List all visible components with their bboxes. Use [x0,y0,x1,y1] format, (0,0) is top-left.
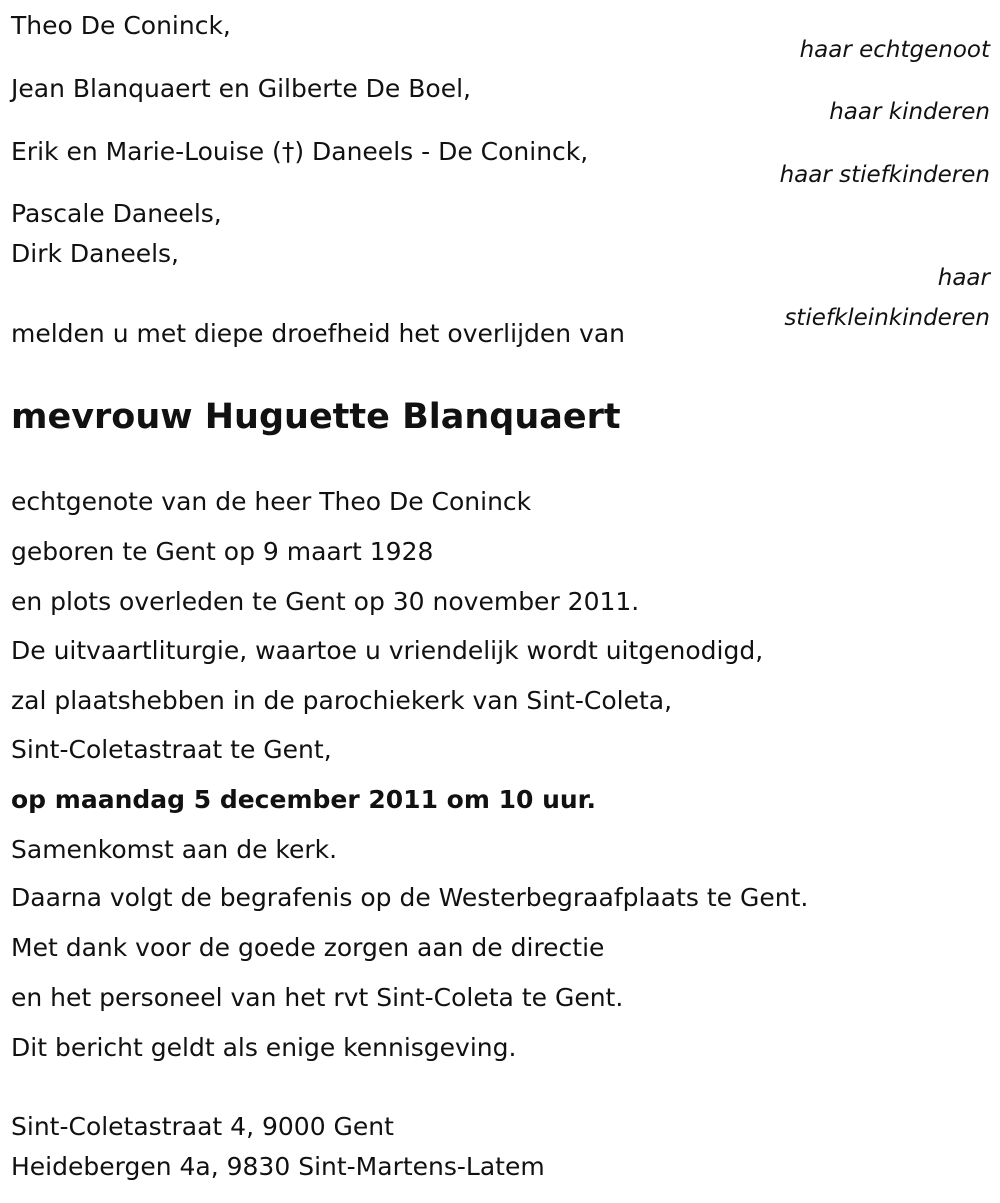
address-line: Sint-Coletastraat 4, 9000 Gent [11,1112,394,1141]
funeral-date-line: op maandag 5 december 2011 om 10 uur. [11,785,596,814]
detail-line: Samenkomst aan de kerk. [11,835,338,864]
children-names: Jean Blanquaert en Gilberte De Boel, [11,74,471,103]
detail-line: geboren te Gent op 9 maart 1928 [11,537,434,566]
detail-line: en het personeel van het rvt Sint-Coleta te Gent. [11,983,624,1012]
detail-line: Met dank voor de goede zorgen aan de directie [11,933,605,962]
stepchildren-names: Erik en Marie-Louise (†) Daneels - De Coninck, [11,137,589,166]
detail-line: echtgenote van de heer Theo De Coninck [11,487,532,516]
announcement-text: melden u met diepe droefheid het overlijden van [11,319,626,348]
detail-line: Dit bericht geldt als enige kennisgeving. [11,1033,517,1062]
stepgrandchild-1: Pascale Daneels, [11,199,222,228]
stepgrandchildren-role-line-1: haar [937,265,990,291]
detail-line: Sint-Coletastraat te Gent, [11,735,332,764]
children-role: haar kinderen [829,99,990,125]
spouse-role: haar echtgenoot [799,37,990,63]
detail-line: Daarna volgt de begrafenis op de Westerbegraafplaats te Gent. [11,883,809,912]
spouse-name: Theo De Coninck, [11,11,231,40]
deceased-name: mevrouw Huguette Blanquaert [11,397,621,437]
address-line: Heidebergen 4a, 9830 Sint-Martens-Latem [11,1152,545,1181]
detail-line: zal plaatshebben in de parochiekerk van Sint-Coleta, [11,686,673,715]
detail-line: en plots overleden te Gent op 30 november 2011. [11,587,640,616]
detail-line: De uitvaartliturgie, waartoe u vriendelijk wordt uitgenodigd, [11,636,764,665]
stepchildren-role: haar stiefkinderen [779,162,990,188]
stepgrandchildren-role-line-2: stiefkleinkinderen [784,305,990,331]
stepgrandchild-2: Dirk Daneels, [11,239,179,268]
